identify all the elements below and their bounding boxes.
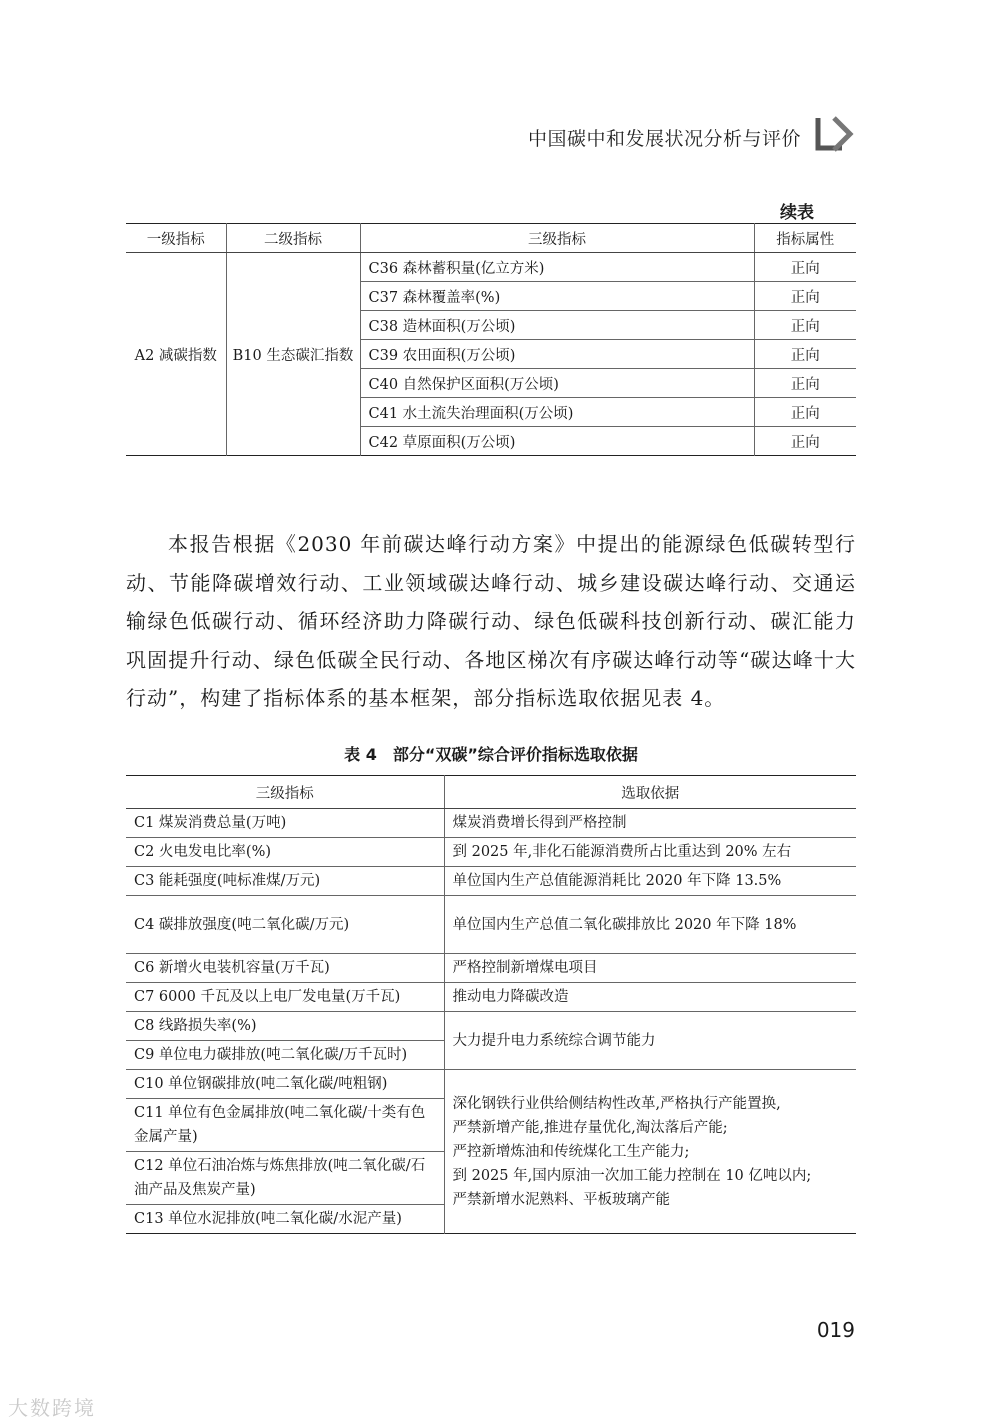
selection-basis	[444, 1070, 856, 1234]
column-header: 三级指标	[360, 224, 754, 253]
level3-indicator: C3 能耗强度(吨标准煤/万元)	[126, 867, 444, 896]
level3-indicator: C6 新增火电装机容量(万千瓦)	[126, 954, 444, 983]
level3-indicator: C41 水土流失治理面积(万公顷)	[360, 398, 754, 427]
indicator-attribute: 正向	[754, 282, 856, 311]
basis-line: 严控新增炼油和传统煤化工生产能力;	[452, 1143, 690, 1160]
chapter-arrow-icon	[812, 114, 858, 154]
level3-indicator: C9 单位电力碳排放(吨二氧化碳/万千瓦时)	[126, 1041, 444, 1070]
table-header-row	[126, 224, 856, 253]
level3-indicator: C12 单位石油冶炼与炼焦排放(吨二氧化碳/石油产品及焦炭产量)	[126, 1152, 444, 1205]
basis-line: 深化钢铁行业供给侧结构性改革,严格执行产能置换,	[452, 1095, 781, 1112]
selection-basis: 严格控制新增煤电项目	[444, 954, 856, 983]
table-title: 表 4 部分“双碳”综合评价指标选取依据	[344, 745, 638, 764]
level3-indicator: C2 火电发电比率(%)	[126, 838, 444, 867]
indicator-attribute: 正向	[754, 340, 856, 369]
table-row	[126, 838, 856, 867]
level2-indicator: B10 生态碳汇指数	[226, 253, 360, 456]
level3-indicator: C8 线路损失率(%)	[126, 1012, 444, 1041]
watermark: 大数跨境	[8, 1396, 96, 1420]
body-paragraph: 本报告根据《2030 年前碳达峰行动方案》中提出的能源绿色低碳转型行动、节能降碳增效行动、工业领域碳达峰行动、城乡建设碳达峰行动、交通运输绿色低碳行动、循环经济助力降碳行动、绿色低碳科技创新行动、碳汇能力巩固提升行动、绿色低碳全民行动、各地区梯次有序碳达峰行动等“碳达峰十大行动”，构建了指标体系的基本框架，部分指标选取依据见表 4。	[126, 532, 856, 710]
indicator-attribute: 正向	[754, 369, 856, 398]
table-row	[126, 253, 856, 282]
indicator-attribute: 正向	[754, 253, 856, 282]
basis-line: 到 2025 年,国内原油一次加工能力控制在 10 亿吨以内;	[452, 1167, 812, 1184]
level3-indicator: C42 草原面积(万公顷)	[360, 427, 754, 456]
continued-label: 续表	[780, 203, 814, 223]
selection-basis: 到 2025 年,非化石能源消费所占比重达到 20% 左右	[444, 838, 856, 867]
running-title: 中国碳中和发展状况分析与评价	[527, 128, 801, 150]
basis-line: 严禁新增水泥熟料、平板玻璃产能	[452, 1191, 670, 1208]
column-header: 指标属性	[754, 224, 856, 253]
level1-indicator: A2 减碳指数	[126, 253, 226, 456]
level3-indicator: C13 单位水泥排放(吨二氧化碳/水泥产量)	[126, 1205, 444, 1234]
page-number: 019	[816, 1318, 855, 1342]
table-row	[126, 1012, 856, 1041]
table-row	[126, 867, 856, 896]
level3-indicator: C39 农田面积(万公顷)	[360, 340, 754, 369]
level3-indicator: C7 6000 千瓦及以上电厂发电量(万千瓦)	[126, 983, 444, 1012]
table-row	[126, 954, 856, 983]
table-row	[126, 1070, 856, 1099]
level3-indicator: C1 煤炭消费总量(万吨)	[126, 809, 444, 838]
level3-indicator: C11 单位有色金属排放(吨二氧化碳/十类有色金属产量)	[126, 1099, 444, 1152]
basis-line: 严禁新增产能,推进存量优化,淘汰落后产能;	[452, 1119, 728, 1136]
table-row	[126, 983, 856, 1012]
selection-basis: 大力提升电力系统综合调节能力	[444, 1012, 856, 1070]
level3-indicator: C4 碳排放强度(吨二氧化碳/万元)	[126, 896, 444, 954]
table-row	[126, 896, 856, 954]
level3-indicator: C40 自然保护区面积(万公顷)	[360, 369, 754, 398]
table-row	[126, 809, 856, 838]
selection-basis: 推动电力降碳改造	[444, 983, 856, 1012]
column-header: 二级指标	[226, 224, 360, 253]
indicator-basis-table	[126, 775, 856, 1234]
indicator-table-continued	[126, 223, 856, 456]
level3-indicator: C36 森林蓄积量(亿立方米)	[360, 253, 754, 282]
selection-basis: 煤炭消费增长得到严格控制	[444, 809, 856, 838]
column-header: 选取依据	[444, 776, 856, 809]
selection-basis: 单位国内生产总值能源消耗比 2020 年下降 13.5%	[444, 867, 856, 896]
indicator-attribute: 正向	[754, 427, 856, 456]
selection-basis: 单位国内生产总值二氧化碳排放比 2020 年下降 18%	[444, 896, 856, 954]
level3-indicator: C37 森林覆盖率(%)	[360, 282, 754, 311]
column-header: 三级指标	[126, 776, 444, 809]
level3-indicator: C10 单位钢碳排放(吨二氧化碳/吨粗钢)	[126, 1070, 444, 1099]
indicator-attribute: 正向	[754, 398, 856, 427]
level3-indicator: C38 造林面积(万公顷)	[360, 311, 754, 340]
indicator-attribute: 正向	[754, 311, 856, 340]
table-header-row	[126, 776, 856, 809]
column-header: 一级指标	[126, 224, 226, 253]
